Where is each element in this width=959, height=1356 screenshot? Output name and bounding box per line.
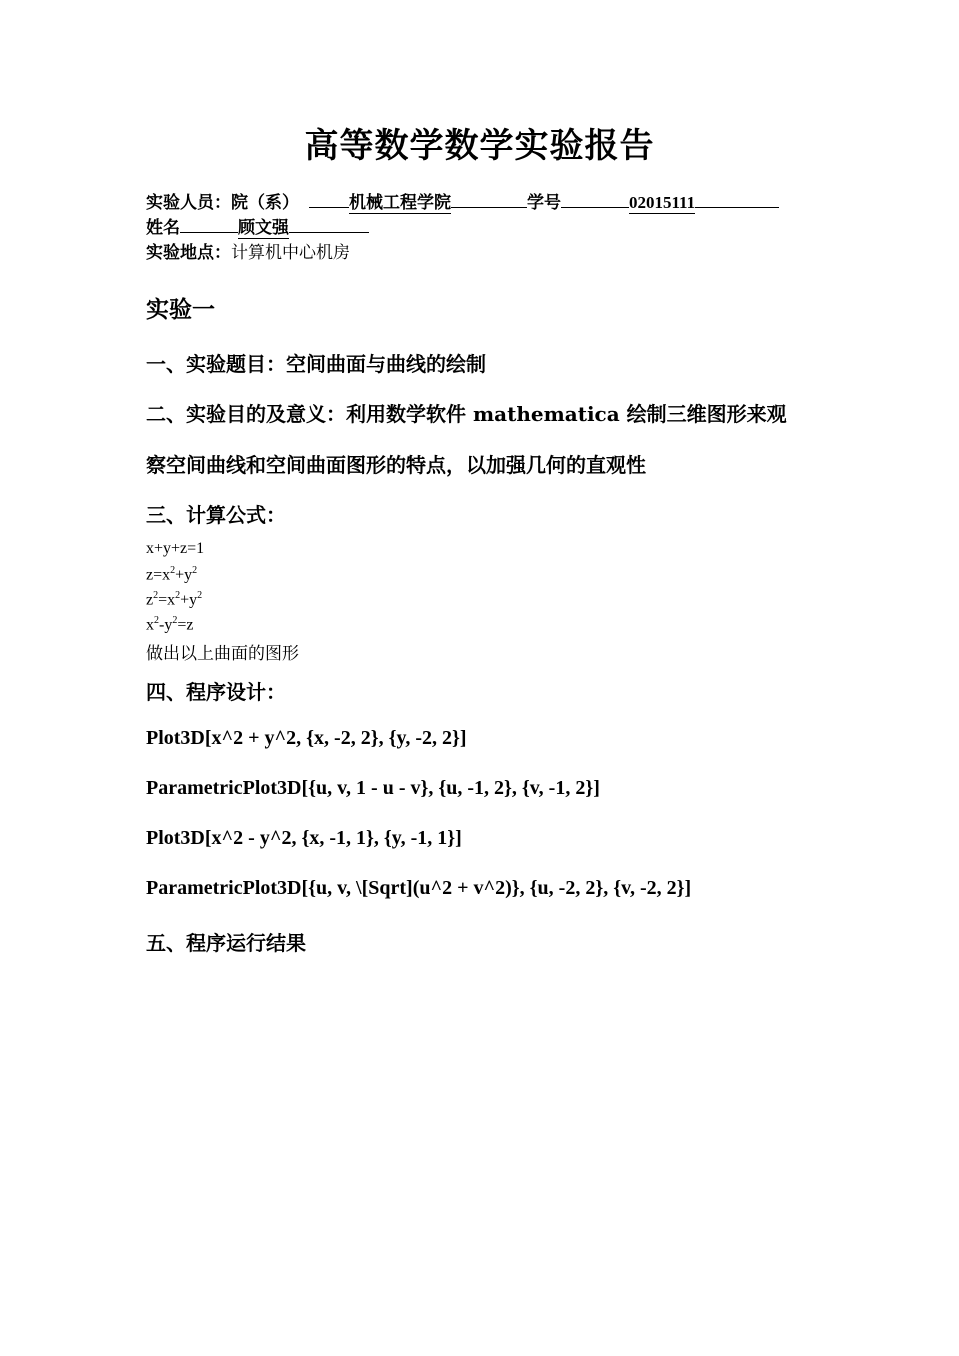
department-value: 机械工程学院 bbox=[349, 193, 451, 213]
underline-spacer bbox=[695, 207, 779, 208]
underline-spacer bbox=[309, 207, 349, 208]
student-id-value: 02015111 bbox=[629, 193, 696, 212]
section-program-heading: 四、程序设计： bbox=[146, 680, 286, 704]
formula-saddle: $x^2-y^2=z$ bbox=[146, 615, 194, 634]
formula-paraboloid: $z=x^2+y^2$ bbox=[146, 565, 198, 584]
report-title: 高等数学数学实验报告 bbox=[304, 126, 655, 166]
formula-cone: $z^2=x^2+y^2$ bbox=[146, 590, 203, 609]
experiment-heading: 实验一 bbox=[146, 296, 215, 323]
underline-spacer bbox=[561, 207, 629, 208]
name-label: 姓名 bbox=[146, 218, 180, 238]
underline-spacer bbox=[451, 207, 527, 208]
location-label: 实验地点： bbox=[146, 243, 231, 263]
underline-spacer bbox=[289, 232, 369, 233]
meta-line-location bbox=[146, 238, 350, 263]
name-value: 顾文强 bbox=[238, 218, 289, 238]
meta-line-personnel bbox=[146, 188, 779, 214]
code-line: ParametricPlot3D[{u, v, 1 - u - v}, {u, -1, 2}, {v, -1, 2}] bbox=[146, 777, 600, 799]
section-formulas-heading: 三、计算公式： bbox=[146, 503, 286, 527]
personnel-label: 实验人员：院（系） bbox=[146, 193, 299, 213]
section-results-heading: 五、程序运行结果 bbox=[146, 931, 306, 955]
formulas-note: 做出以上曲面的图形 bbox=[146, 644, 299, 664]
section-purpose-line1: 二、实验目的及意义：利用数学软件 mathematica 绘制三维图形来观 bbox=[146, 402, 787, 426]
meta-line-name bbox=[146, 213, 369, 239]
section-topic: 一、实验题目：空间曲面与曲线的绘制 bbox=[146, 352, 486, 376]
code-line: ParametricPlot3D[{u, v, \[Sqrt](u^2 + v^2)}, {u, -2, 2}, {v, -2, 2}] bbox=[146, 877, 692, 899]
student-id-label: 学号 bbox=[527, 193, 561, 213]
formula-plane: x+y+z=1 bbox=[146, 540, 205, 557]
location-value: 计算机中心机房 bbox=[231, 243, 350, 263]
section-purpose-line2: 察空间曲线和空间曲面图形的特点，以加强几何的直观性 bbox=[146, 453, 646, 477]
underline-spacer bbox=[180, 232, 238, 233]
code-line: Plot3D[x^2 - y^2, {x, -1, 1}, {y, -1, 1}] bbox=[146, 827, 462, 849]
code-line: Plot3D[x^2 + y^2, {x, -2, 2}, {y, -2, 2}] bbox=[146, 727, 467, 749]
